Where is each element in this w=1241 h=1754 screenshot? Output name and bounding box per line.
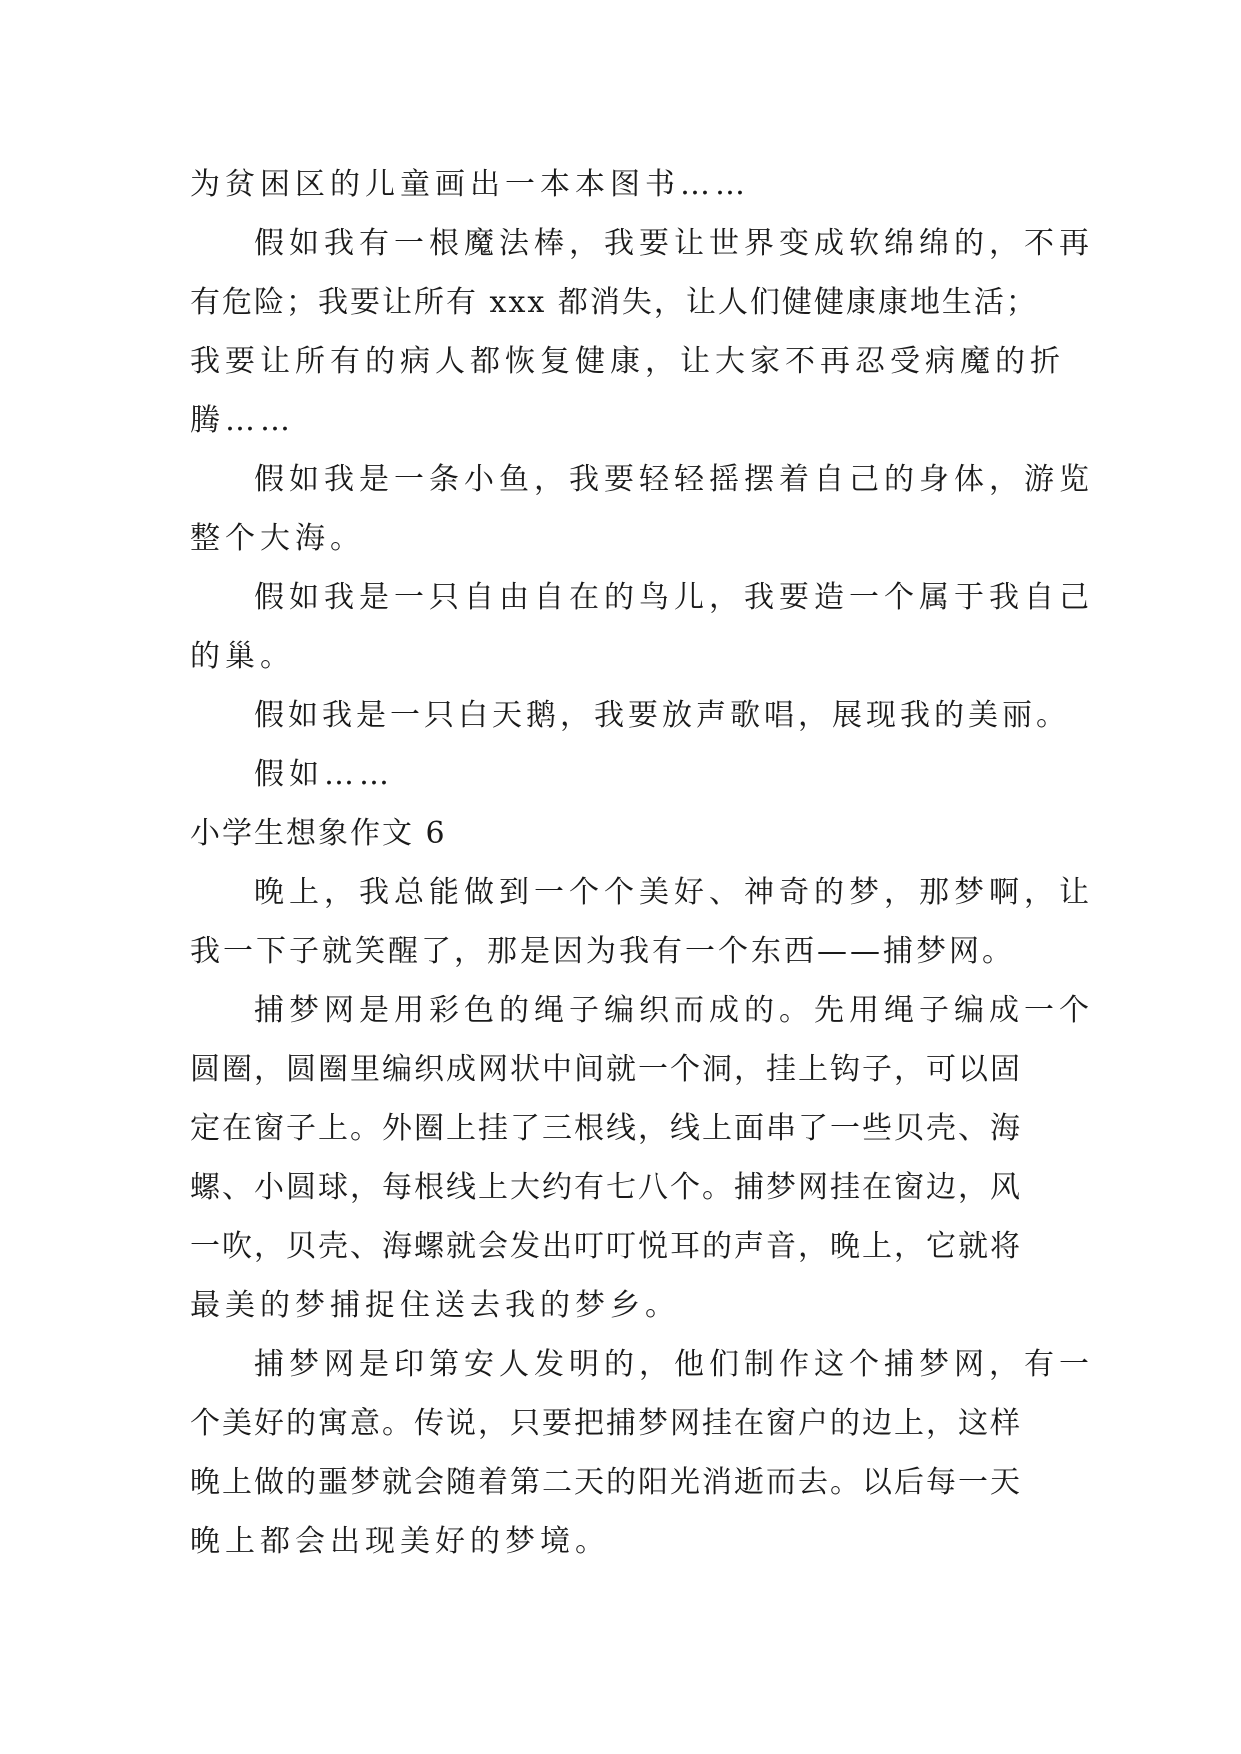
paragraph-start-line: 假如…… [254, 757, 394, 792]
paragraph-start-line: 假如我是一只白天鹅，我要放声歌唱，展现我的美丽。 [254, 698, 1070, 733]
text-line: 整个大海。 [190, 521, 365, 556]
text-line: 晚上都会出现美好的梦境。 [190, 1524, 610, 1559]
text-line: 我一下子就笑醒了，那是因为我有一个东西——捕梦网。 [190, 934, 1015, 969]
paragraph-start-line: 捕梦网是用彩色的绳子编织而成的。先用绳子编成一个 [254, 993, 1094, 1028]
text-line: 定在窗子上。外圈上挂了三根线，线上面串了一些贝壳、海 [190, 1111, 1022, 1146]
section-heading: 小学生想象作文 6 [190, 816, 447, 851]
text-line: 圆圈，圆圈里编织成网状中间就一个洞，挂上钩子，可以固 [190, 1052, 1022, 1087]
text-line: 腾…… [190, 403, 295, 438]
text-line: 我要让所有的病人都恢复健康，让大家不再忍受病魔的折 [190, 344, 1065, 379]
paragraph-start-line: 假如我有一根魔法棒，我要让世界变成软绵绵的，不再 [254, 226, 1094, 261]
text-line: 为贫困区的儿童画出一本本图书…… [190, 167, 750, 202]
text-line: 最美的梦捕捉住送去我的梦乡。 [190, 1288, 680, 1323]
document-body [190, 155, 1094, 1571]
text-line: 螺、小圆球，每根线上大约有七八个。捕梦网挂在窗边，风 [190, 1170, 1022, 1205]
paragraph-start-line: 捕梦网是印第安人发明的，他们制作这个捕梦网，有一 [254, 1347, 1094, 1382]
text-line: 一吹，贝壳、海螺就会发出叮叮悦耳的声音，晚上，它就将 [190, 1229, 1022, 1264]
text-line: 晚上做的噩梦就会随着第二天的阳光消逝而去。以后每一天 [190, 1465, 1022, 1500]
text-line: 的巢。 [190, 639, 295, 674]
paragraph-start-line: 假如我是一条小鱼，我要轻轻摇摆着自己的身体，游览 [254, 462, 1094, 497]
text-line: 个美好的寓意。传说，只要把捕梦网挂在窗户的边上，这样 [190, 1406, 1022, 1441]
text-line: 有危险；我要让所有 xxx 都消失，让人们健健康康地生活； [190, 285, 1038, 320]
paragraph-start-line: 假如我是一只自由自在的鸟儿，我要造一个属于我自己 [254, 580, 1094, 615]
paragraph-start-line: 晚上，我总能做到一个个美好、神奇的梦，那梦啊，让 [254, 875, 1094, 910]
